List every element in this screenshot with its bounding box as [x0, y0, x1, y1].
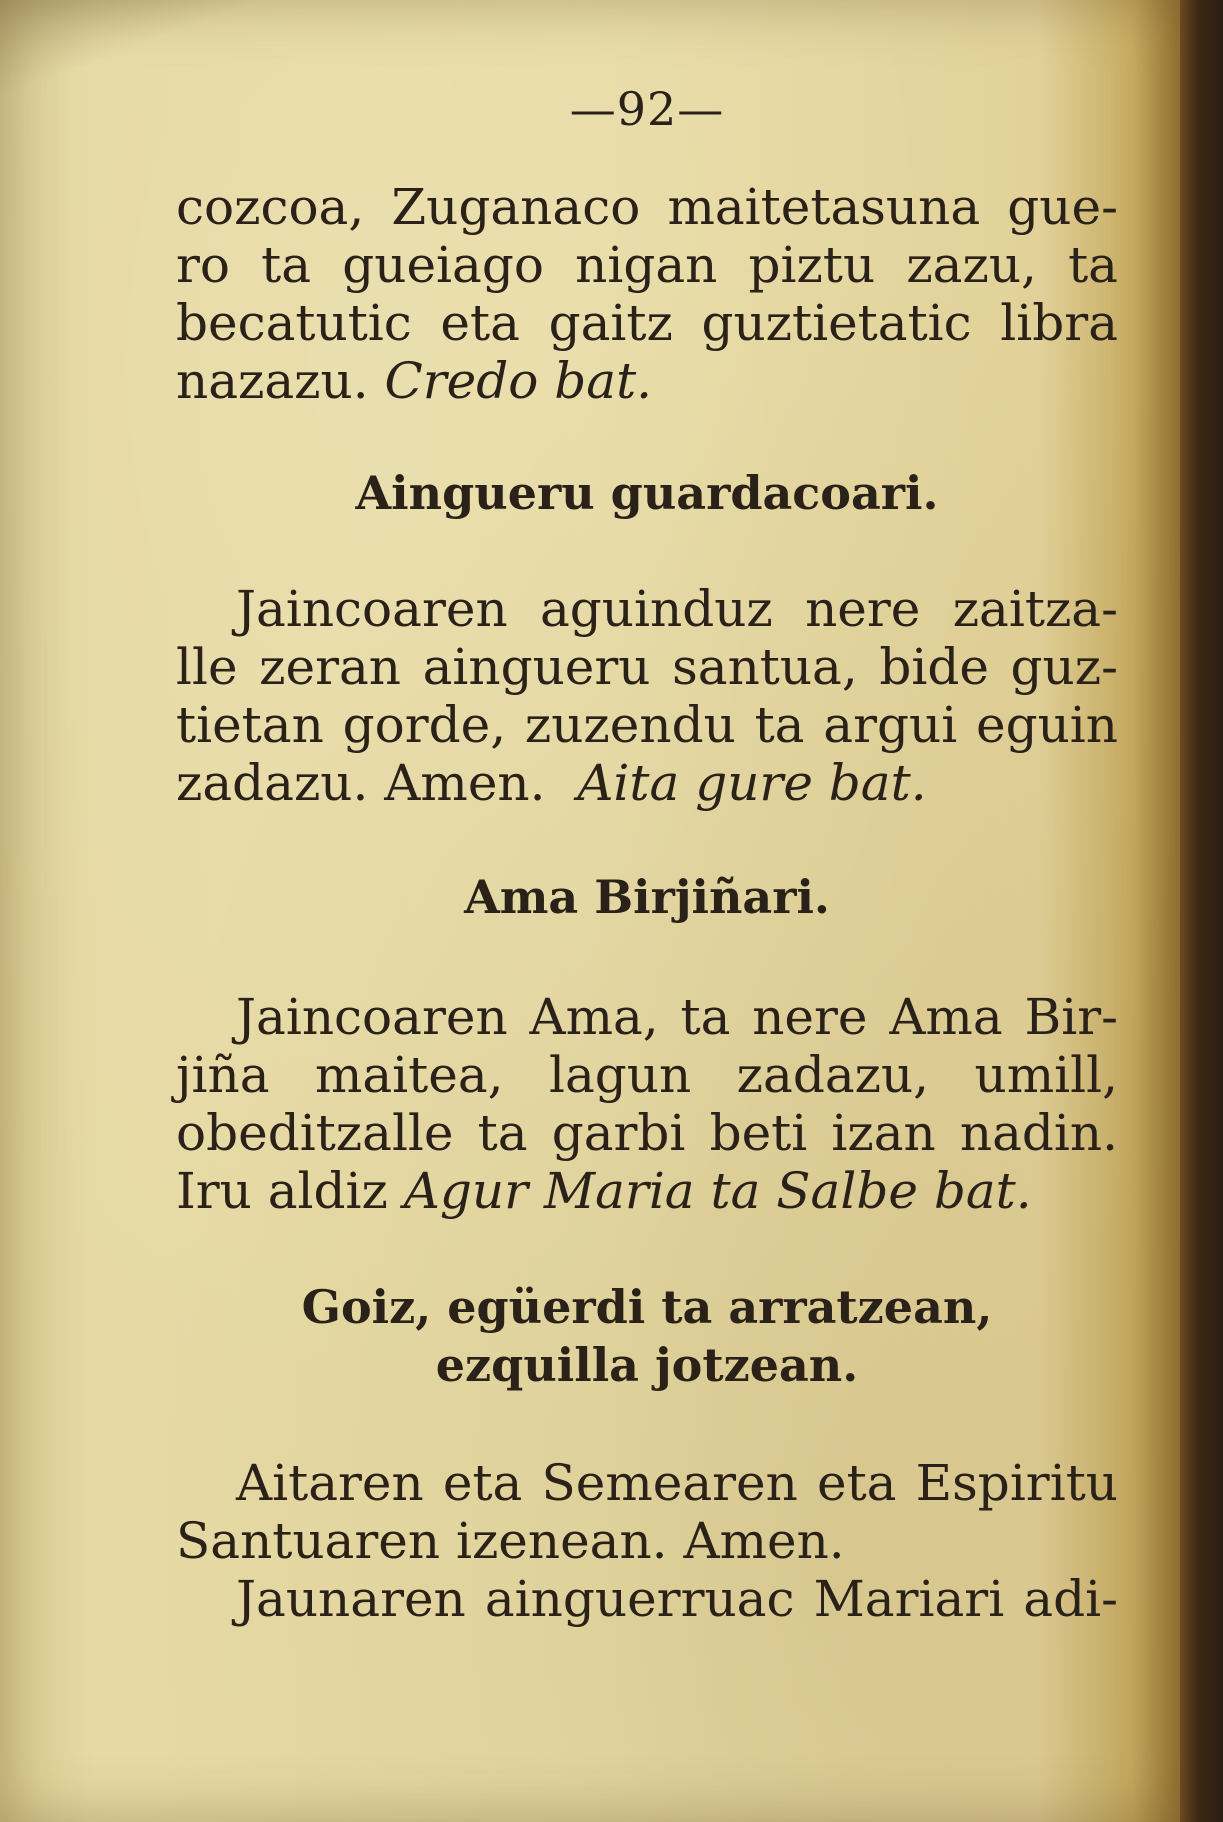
paragraph1-line1: cozcoa, Zuganaco maitetasuna gue-: [176, 178, 1118, 236]
paragraph3-line1: Jaincoaren Ama, ta nere Ama Bir-: [236, 988, 1118, 1046]
paragraph1-line4-italic: Credo bat.: [384, 352, 653, 410]
paragraph4-line2: Santuaren izenean. Amen.: [176, 1512, 845, 1570]
paragraph2-line2: lle zeran aingueru santua, bide guz-: [176, 638, 1118, 696]
page-number: —92—: [569, 82, 725, 136]
paragraph1-line4-text: nazazu.: [176, 352, 369, 410]
paragraph2-line4: [176, 754, 1118, 812]
paragraph3-line4-text: Iru aldiz: [176, 1162, 388, 1220]
section-heading-goiz-line1: Goiz, egüerdi ta arratzean,: [301, 1280, 993, 1334]
paragraph2-line1: Jaincoaren aguinduz nere zaitza-: [236, 580, 1118, 638]
paragraph1-line2: ro ta gueiago nigan piztu zazu, ta: [176, 236, 1118, 294]
paragraph3-line2: jiña maitea, lagun zadazu, umill,: [176, 1046, 1118, 1104]
paragraph3-line4-italic: Agur Maria ta Salbe bat.: [403, 1162, 1032, 1220]
paragraph3-line4: [176, 1162, 1118, 1220]
section-heading-goiz-line2: ezquilla jotzean.: [435, 1338, 859, 1392]
paragraph2-line3: tietan gorde, zuzendu ta argui eguin: [176, 696, 1118, 754]
book-spine-edge: [1180, 0, 1223, 1822]
paragraph4-line1: Aitaren eta Semearen eta Espiritu: [236, 1454, 1118, 1512]
section-heading-ama-birjinari: Ama Birjiñari.: [464, 870, 830, 924]
paragraph2-line4-italic: Aita gure bat.: [577, 754, 927, 812]
section-heading-aingueru: Aingueru guardacoari.: [355, 466, 939, 520]
paragraph2-line4-text: zadazu. Amen.: [176, 754, 546, 812]
paragraph3-line3: obeditzalle ta garbi beti izan nadin.: [176, 1104, 1118, 1162]
paragraph1-line4: [176, 352, 1118, 410]
paragraph4-line3: Jaunaren ainguerruac Mariari adi-: [236, 1570, 1118, 1628]
paragraph1-line3: becatutic eta gaitz guztietatic libra: [176, 294, 1118, 352]
